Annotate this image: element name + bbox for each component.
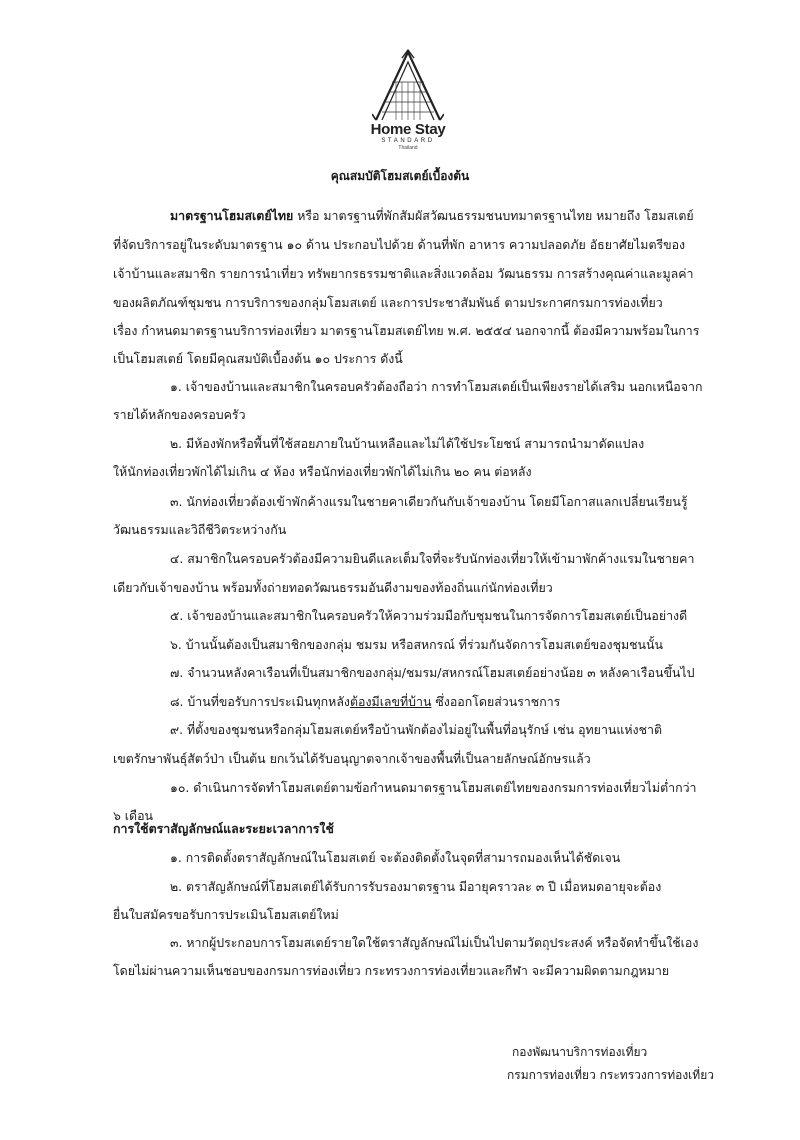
item-8-underlined: ต้องมีเลขที่บ้าน <box>349 694 432 709</box>
item-1-line-2: รายได้หลักของครอบครัว <box>113 407 246 422</box>
intro-line-4: ของผลิตภัณฑ์ชุมชน การบริการของกลุ่มโฮมสเตย์ และการประชาสัมพันธ์ ตามประกาศกรมการท่องเที่ยว <box>113 295 663 310</box>
item-6: ๖. บ้านนั้นต้องเป็นสมาชิกของกลุ่ม ชมรม หรือสหกรณ์ ที่ร่วมกันจัดการโฮมสเตย์ของชุมชนนั้น <box>170 637 663 652</box>
item-7: ๗. จำนวนหลังคาเรือนที่เป็นสมาชิกของกลุ่ม/ชมรม/สหกรณ์โฮมสเตย์อย่างน้อย ๓ หลังคาเรือนขึ้นไป <box>170 665 695 680</box>
intro-term: มาตรฐานโฮมสเตย์ไทย <box>170 208 294 223</box>
intro-line-6: เป็นโฮมสเตย์ โดยมีคุณสมบัติเบื้องต้น ๑๐ ประการ ดังนี้ <box>113 351 403 366</box>
item-9-line-2: เขตรักษาพันธุ์สัตว์ป่า เป็นต้น ยกเว้นได้รับอนุญาตจากเจ้าของพื้นที่เป็นลายลักษณ์อักษรแล้ว <box>113 751 591 766</box>
item-3-line-1: ๓. นักท่องเที่ยวต้องเข้าพักค้างแรมในชายคาเดียวกันกับเจ้าของบ้าน โดยมีโอกาสแลกเปลี่ยนเรียนรู้ <box>170 494 688 509</box>
item-10-line-1: ๑๐. ดำเนินการจัดทำโฮมสเตย์ตามข้อกำหนดมาตรฐานโฮมสเตย์ไทยของกรมการท่องเที่ยวไม่ต่ำกว่า <box>170 780 697 795</box>
signature-ministry: กรมการท่องเที่ยว กระทรวงการท่องเที่ยว <box>507 1068 714 1082</box>
usage-3-line-1: ๓. หากผู้ประกอบการโฮมสเตย์รายใดใช้ตราสัญลักษณ์ไม่เป็นไปตามวัตถุประสงค์ หรือจัดทำขึ้นใช้เอง <box>170 935 699 950</box>
logo-country: Thailand <box>398 145 418 151</box>
usage-1: ๑. การติดตั้งตราสัญลักษณ์ในโฮมสเตย์ จะต้องติดตั้งในจุดที่สามารถมองเห็นได้ชัดเจน <box>170 850 621 865</box>
intro-line-3: เจ้าบ้านและสมาชิก รายการนำเที่ยว ทรัพยากรธรรมชาติและสิ่งแวดล้อม วัฒนธรรม การสร้างคุณค่าและมูลค่า <box>113 266 694 281</box>
signature-department: กองพัฒนาบริการท่องเที่ยว <box>512 1045 648 1059</box>
usage-2-line-2: ยื่นใบสมัครขอรับการประเมินโฮมสเตย์ใหม่ <box>113 907 339 922</box>
logo-subtitle: STANDARD <box>381 138 435 144</box>
item-1-line-1: ๑. เจ้าของบ้านและสมาชิกในครอบครัวต้องถือว่า การทำโฮมสเตย์เป็นเพียงรายได้เสริม นอกเหนือจาก <box>170 379 703 394</box>
item-8-post: ซึ่งออกโดยส่วนราชการ <box>431 694 561 709</box>
intro-line-1 <box>170 208 694 224</box>
item-9-line-1: ๙. ที่ตั้งของชุมชนหรือกลุ่มโฮมสเตย์หรือบ้านพักต้องไม่อยู่ในพื้นที่อนุรักษ์ เช่น อุทยานแห่งชาติ <box>170 722 662 737</box>
thai-house-roof-icon <box>372 48 444 122</box>
usage-heading: การใช้ตราสัญลักษณ์และระยะเวลาการใช้ <box>113 821 334 836</box>
item-2-line-1: ๒. มีห้องพักหรือพื้นที่ใช้สอยภายในบ้านเหลือและไม่ได้ใช้ประโยชน์ สามารถนำมาดัดแปลง <box>170 436 645 451</box>
home-stay-logo <box>360 48 456 151</box>
document-title: คุณสมบัติโฮมสเตย์เบื้องต้น <box>330 169 470 183</box>
usage-2-line-1: ๒. ตราสัญลักษณ์ที่โฮมสเตย์ได้รับการรับรองมาตรฐาน มีอายุคราวละ ๓ ปี เมื่อหมดอายุจะต้อง <box>170 879 662 894</box>
item-4-line-2: เดียวกับเจ้าของบ้าน พร้อมทั้งถ่ายทอดวัฒนธรรมอันดีงามของท้องถิ่นแก่นักท่องเที่ยว <box>113 580 553 595</box>
item-10-line-2: ๖ เดือน <box>113 808 153 823</box>
logo-wordmark: Home Stay <box>370 121 446 138</box>
intro-line-1-rest: หรือ มาตรฐานที่พักสัมผัสวัฒนธรรมชนบทมาตรฐานไทย หมายถึง โฮมสเตย์ <box>293 208 694 223</box>
item-3-line-2: วัฒนธรรมและวิถีชีวิตระหว่างกัน <box>113 522 287 537</box>
intro-line-2: ที่จัดบริการอยู่ในระดับมาตรฐาน ๑๐ ด้าน ประกอบไปด้วย ด้านที่พัก อาหาร ความปลอดภัย อัธยาศัยไมตรีของ <box>113 237 686 252</box>
intro-line-5: เรื่อง กำหนดมาตรฐานบริการท่องเที่ยว มาตรฐานโฮมสเตย์ไทย พ.ศ. ๒๕๕๔ นอกจากนี้ ต้องมีความพร้อมในการ <box>113 323 700 338</box>
item-8 <box>170 694 560 710</box>
usage-3-line-2: โดยไม่ผ่านความเห็นชอบของกรมการท่องเที่ยว กระทรวงการท่องเที่ยวและกีฬา จะมีความผิดตามกฎหมาย <box>113 963 670 978</box>
item-2-line-2: ให้นักท่องเที่ยวพักได้ไม่เกิน ๔ ห้อง หรือนักท่องเที่ยวพักได้ไม่เกิน ๒๐ คน ต่อหลัง <box>113 464 532 479</box>
item-4-line-1: ๔. สมาชิกในครอบครัวต้องมีความยินดีและเต็มใจที่จะรับนักท่องเที่ยวให้เข้ามาพักค้างแรมในชายคา <box>170 551 695 566</box>
item-5: ๕. เจ้าของบ้านและสมาชิกในครอบครัวให้ความร่วมมือกับชุมชนในการจัดการโฮมสเตย์เป็นอย่างดี <box>170 608 688 623</box>
item-8-pre: ๘. บ้านที่ขอรับการประเมินทุกหลัง <box>170 694 350 709</box>
